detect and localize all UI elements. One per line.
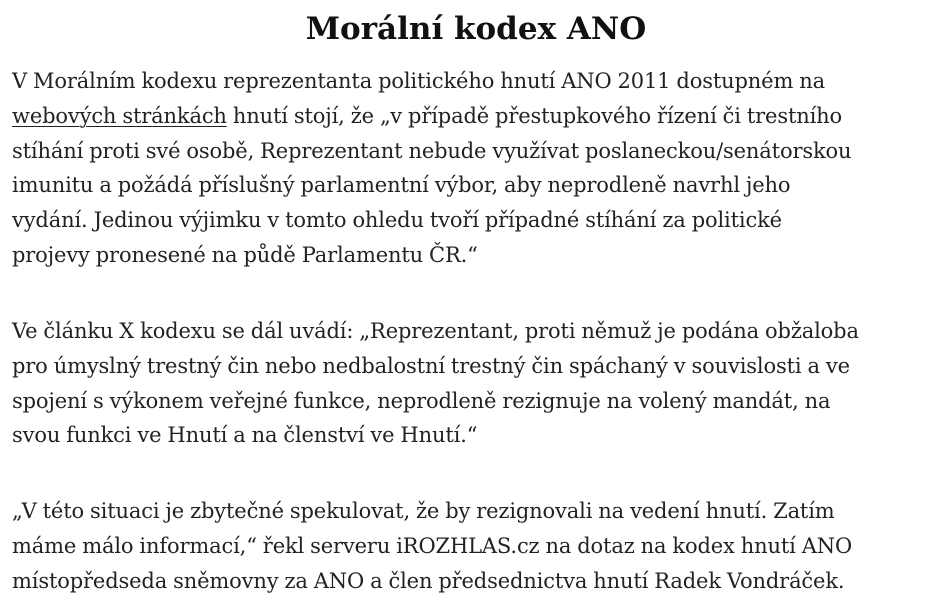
text-line: stíhání proti své osobě, Reprezentant nebude využívat poslaneckou/senátorskou (12, 138, 852, 163)
text-line (12, 99, 940, 134)
text-line: V Morálním kodexu reprezentanta politického hnutí ANO 2011 dostupném na (12, 69, 825, 93)
text-line: místopředseda sněmovny za ANO a člen předsednictva hnutí Radek Vondráček. (12, 568, 845, 593)
text-line: „V této situaci je zbytečné spekulovat, že by rezignovali na vedení hnutí. Zatím (12, 499, 835, 523)
website-link[interactable]: webových stránkách (12, 103, 227, 128)
text-line: imunitu a požádá příslušný parlamentní výbor, aby neprodleně navrhl jeho (12, 173, 791, 198)
article-title: Morální kodex ANO (305, 11, 647, 47)
text-line: Ve článku X kodexu se dál uvádí: „Reprezentant, proti němuž je podána obžaloba (12, 319, 859, 343)
text-line: pro úmyslný trestný čin nebo nedbalostní trestný čin spáchaný v souvislosti a ve (12, 353, 850, 378)
text-line: svou funkci ve Hnutí a na členství ve Hnutí.“ (12, 423, 478, 448)
article (12, 0, 940, 593)
paragraph-moral-code-immunity (12, 64, 940, 273)
text-line: máme málo informací,“ řekl serveru iROZHLAS.cz na dotaz na kodex hnutí ANO (12, 533, 853, 558)
text-line: spojení s výkonem veřejné funkce, neprodleně rezignuje na volený mandát, na (12, 388, 831, 413)
paragraph-article-x (12, 314, 940, 453)
text-line: projevy pronesené na půdě Parlamentu ČR.“ (12, 242, 478, 267)
paragraph-vondracek-quote (12, 494, 940, 598)
text-line: vydání. Jedinou výjimku v tomto ohledu tvoří případné stíhání za politické (12, 208, 782, 233)
text-fragment: hnutí stojí, že „v případě přestupkového řízení či trestního (226, 103, 843, 128)
